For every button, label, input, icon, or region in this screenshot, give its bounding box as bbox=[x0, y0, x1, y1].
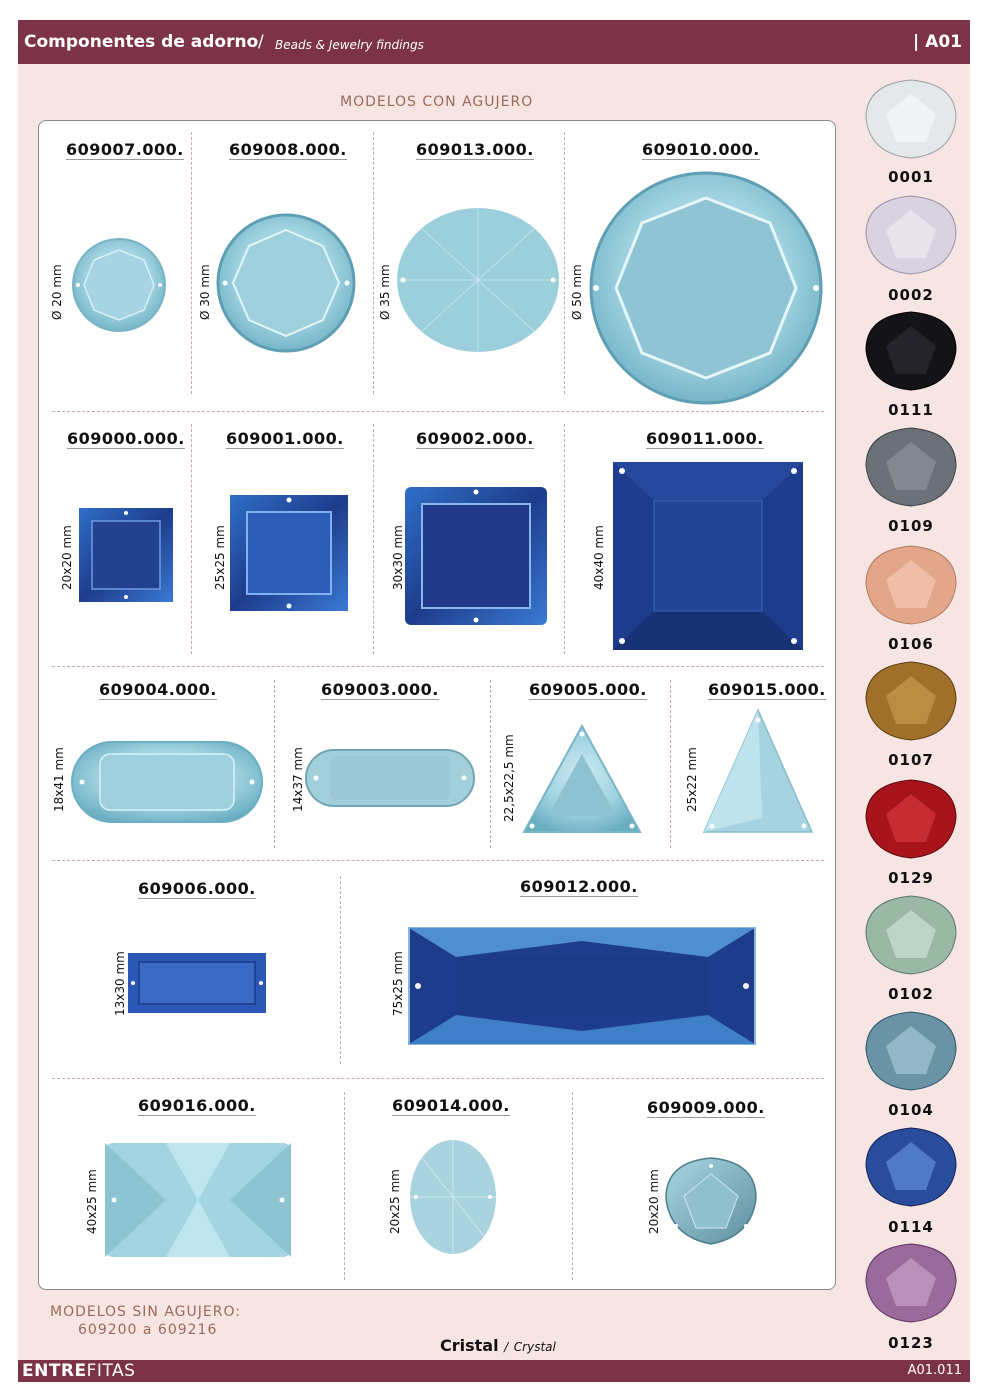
color-swatch-0114 bbox=[864, 1126, 958, 1208]
page-number: A01.011 bbox=[907, 1363, 962, 1378]
color-code: 0114 bbox=[888, 1218, 934, 1236]
product-code: 609015.000. bbox=[708, 680, 826, 699]
color-swatch-0123 bbox=[864, 1242, 958, 1324]
gem-rect-75x25 bbox=[408, 927, 756, 1045]
header-code: | A01 bbox=[913, 32, 962, 52]
gem-rect-40x25 bbox=[104, 1142, 292, 1258]
gem-triangle-22 bbox=[522, 724, 642, 834]
brand-bold: ENTRE bbox=[22, 1361, 87, 1381]
dimension-label: 40x25 mm bbox=[85, 1169, 99, 1234]
product-code: 609010.000. bbox=[642, 140, 760, 159]
grid-divider bbox=[344, 1092, 345, 1280]
grid-divider bbox=[340, 876, 341, 1064]
header-bar bbox=[18, 20, 970, 64]
color-code: 0123 bbox=[888, 1334, 934, 1352]
gem-oval-18x41 bbox=[70, 740, 264, 824]
grid-divider bbox=[274, 680, 275, 848]
gem-triangle-25x22 bbox=[702, 708, 814, 834]
grid-divider bbox=[52, 666, 824, 667]
product-code: 609002.000. bbox=[416, 429, 534, 448]
dimension-label: Ø 30 mm bbox=[198, 264, 212, 320]
color-code: 0107 bbox=[888, 751, 934, 769]
dimension-label: 20x25 mm bbox=[388, 1169, 402, 1234]
gem-square-30 bbox=[404, 486, 548, 626]
color-code: 0001 bbox=[888, 168, 934, 186]
product-code: 609009.000. bbox=[647, 1098, 765, 1117]
dimension-label: 14x37 mm bbox=[291, 747, 305, 812]
dimension-label: 20x20 mm bbox=[647, 1169, 661, 1234]
dimension-label: 75x25 mm bbox=[391, 951, 405, 1016]
grid-divider bbox=[52, 860, 824, 861]
grid-divider bbox=[670, 680, 671, 848]
product-code: 609007.000. bbox=[66, 140, 184, 159]
color-swatch-0002 bbox=[864, 194, 958, 276]
color-code: 0109 bbox=[888, 517, 934, 535]
dimension-label: 20x20 mm bbox=[60, 525, 74, 590]
grid-divider bbox=[373, 132, 374, 394]
gem-round-35 bbox=[395, 206, 561, 354]
product-code: 609003.000. bbox=[321, 680, 439, 699]
product-code: 609001.000. bbox=[226, 429, 344, 448]
gem-rect-13x30 bbox=[127, 952, 267, 1014]
product-code: 609004.000. bbox=[99, 680, 217, 699]
product-code: 609011.000. bbox=[646, 429, 764, 448]
dimension-label: 18x41 mm bbox=[52, 747, 66, 812]
gem-trillion-20 bbox=[664, 1156, 758, 1246]
grid-divider bbox=[572, 1092, 573, 1280]
dimension-label: 40x40 mm bbox=[592, 525, 606, 590]
product-code: 609012.000. bbox=[520, 877, 638, 896]
section-title: MODELOS CON AGUJERO bbox=[340, 94, 534, 110]
color-code: 0002 bbox=[888, 286, 934, 304]
dimension-label: Ø 35 mm bbox=[378, 264, 392, 320]
grid-divider bbox=[191, 424, 192, 654]
dimension-label: 25x22 mm bbox=[685, 747, 699, 812]
color-code: 0104 bbox=[888, 1101, 934, 1119]
gem-round-30 bbox=[215, 212, 357, 354]
no-hole-range: 609200 a 609216 bbox=[78, 1322, 218, 1338]
color-swatch-0106 bbox=[864, 544, 958, 626]
grid-divider bbox=[564, 424, 565, 654]
material-label bbox=[440, 1336, 556, 1355]
dimension-label: 22,5x22,5 mm bbox=[502, 734, 516, 822]
grid-divider bbox=[373, 424, 374, 654]
color-swatch-0109 bbox=[864, 426, 958, 508]
grid-divider bbox=[490, 680, 491, 848]
gem-square-25 bbox=[229, 494, 349, 612]
material-separator: / bbox=[504, 1340, 509, 1354]
gem-round-50 bbox=[588, 168, 824, 408]
color-swatch-0107 bbox=[864, 660, 958, 742]
grid-divider bbox=[191, 132, 192, 394]
brand-logo bbox=[22, 1361, 135, 1381]
product-code: 609000.000. bbox=[67, 429, 185, 448]
product-code: 609016.000. bbox=[138, 1096, 256, 1115]
gem-square-40 bbox=[612, 461, 804, 651]
color-swatch-0001 bbox=[864, 78, 958, 160]
dimension-label: 25x25 mm bbox=[213, 525, 227, 590]
product-code: 609008.000. bbox=[229, 140, 347, 159]
header-subtitle: Beads & Jewelry findings bbox=[275, 38, 424, 52]
color-code: 0129 bbox=[888, 869, 934, 887]
brand-light: FITAS bbox=[86, 1361, 136, 1381]
product-code: 609006.000. bbox=[138, 879, 256, 898]
color-code: 0102 bbox=[888, 985, 934, 1003]
color-code: 0106 bbox=[888, 635, 934, 653]
no-hole-title: MODELOS SIN AGUJERO: bbox=[50, 1304, 241, 1320]
dimension-label: Ø 20 mm bbox=[50, 264, 64, 320]
material-name: Cristal bbox=[440, 1336, 499, 1355]
dimension-label: 13x30 mm bbox=[113, 951, 127, 1016]
grid-divider bbox=[564, 132, 565, 394]
header-title: Componentes de adorno bbox=[24, 32, 259, 52]
footer-bar bbox=[18, 1360, 970, 1382]
grid-divider bbox=[52, 1078, 824, 1079]
color-swatch-0102 bbox=[864, 894, 958, 976]
color-swatch-0104 bbox=[864, 1010, 958, 1092]
gem-oval-20x25 bbox=[408, 1138, 498, 1256]
dimension-label: 30x30 mm bbox=[391, 525, 405, 590]
dimension-label: Ø 50 mm bbox=[570, 264, 584, 320]
color-swatch-0129 bbox=[864, 778, 958, 860]
product-code: 609005.000. bbox=[529, 680, 647, 699]
color-swatch-0111 bbox=[864, 310, 958, 392]
header-separator: / bbox=[258, 32, 264, 52]
product-code: 609013.000. bbox=[416, 140, 534, 159]
grid-divider bbox=[52, 411, 824, 412]
material-name-en: Crystal bbox=[513, 1340, 556, 1354]
gem-square-20 bbox=[78, 507, 174, 603]
gem-round-20 bbox=[70, 236, 168, 334]
product-code: 609014.000. bbox=[392, 1096, 510, 1115]
gem-oval-14x37 bbox=[304, 748, 476, 808]
color-code: 0111 bbox=[888, 401, 934, 419]
